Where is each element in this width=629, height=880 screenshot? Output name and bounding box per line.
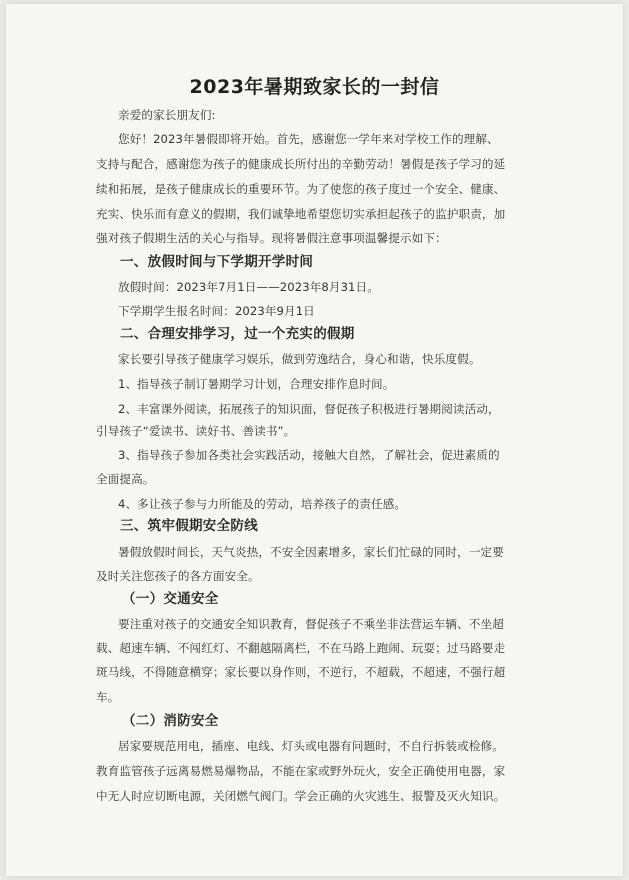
intro-line: 充实、快乐而有意义的假期，我们诚挚地希望您切实承担起孩子的监护职责，加 (96, 207, 506, 221)
intro-line: 支持与配合，感谢您为孩子的健康成长所付出的辛勤劳动！暑假是孩子学习的延 (96, 157, 506, 171)
intro-line: 续和拓展，是孩子健康成长的重要环节。为了使您的孩子度过一个安全、健康、 (96, 182, 506, 196)
section-heading-safety: 三、筑牢假期安全防线 (120, 518, 258, 534)
registration-date: 下学期学生报名时间：2023年9月1日 (118, 304, 315, 318)
section-heading-holiday: 一、放假时间与下学期开学时间 (120, 254, 314, 270)
study-line: 3、指导孩子参加各类社会实践活动，接触大自然，了解社会，促进素质的 (118, 448, 500, 462)
holiday-dates: 放假时间：2023年7月1日——2023年8月31日。 (118, 280, 379, 294)
study-line: 全面提高。 (96, 472, 155, 486)
subsection-heading-fire: （二）消防安全 (122, 713, 219, 729)
greeting: 亲爱的家长朋友们: (118, 108, 216, 122)
fire-line: 居家要规范用电，插座、电线、灯头或电器有问题时，不自行拆装或检修。 (118, 739, 504, 753)
fire-line: 中无人时应切断电源，关闭燃气阀门。学会正确的火灾逃生、报警及灭火知识。 (96, 789, 506, 803)
study-line: 4、多让孩子参与力所能及的劳动，培养孩子的责任感。 (118, 497, 407, 511)
subsection-heading-traffic: （一）交通安全 (122, 591, 219, 607)
intro-line: 您好！2023年暑假即将开始。首先，感谢您一学年来对学校工作的理解、 (118, 132, 499, 146)
study-line: 2、丰富课外阅读，拓展孩子的知识面，督促孩子积极进行暑期阅读活动， (118, 402, 500, 416)
safety-line: 暑假放假时间长，天气炎热，不安全因素增多，家长们忙碌的同时，一定要 (118, 545, 504, 559)
study-line: 引导孩子“爱读书、读好书、善读书”。 (96, 424, 296, 438)
fire-line: 教育监管孩子远离易燃易爆物品，不能在家或野外玩火，安全正确使用电器，家 (96, 764, 506, 778)
study-line: 家长要引导孩子健康学习娱乐，做到劳逸结合，身心和谐，快乐度假。 (118, 352, 481, 366)
section-heading-study: 二、合理安排学习，过一个充实的假期 (120, 326, 355, 342)
letter-title: 2023年暑期致家长的一封信 (189, 76, 440, 98)
traffic-line: 要注重对孩子的交通安全知识教育，督促孩子不乘坐非法营运车辆、不坐超 (118, 617, 504, 631)
intro-line: 强对孩子假期生活的关心与指导。现将暑假注意事项温馨提示如下： (96, 231, 447, 245)
study-line: 1、指导孩子制订暑期学习计划，合理安排作息时间。 (118, 377, 395, 391)
traffic-line: 载、超速车辆、不闯红灯、不翻越隔离栏，不在马路上跑闹、玩耍；过马路要走 (96, 641, 506, 655)
traffic-line: 斑马线，不得随意横穿；家长要以身作则，不逆行，不超载，不超速，不强行超 (96, 665, 506, 679)
traffic-line: 车。 (96, 690, 120, 704)
safety-line: 及时关注您孩子的各方面安全。 (96, 569, 260, 583)
